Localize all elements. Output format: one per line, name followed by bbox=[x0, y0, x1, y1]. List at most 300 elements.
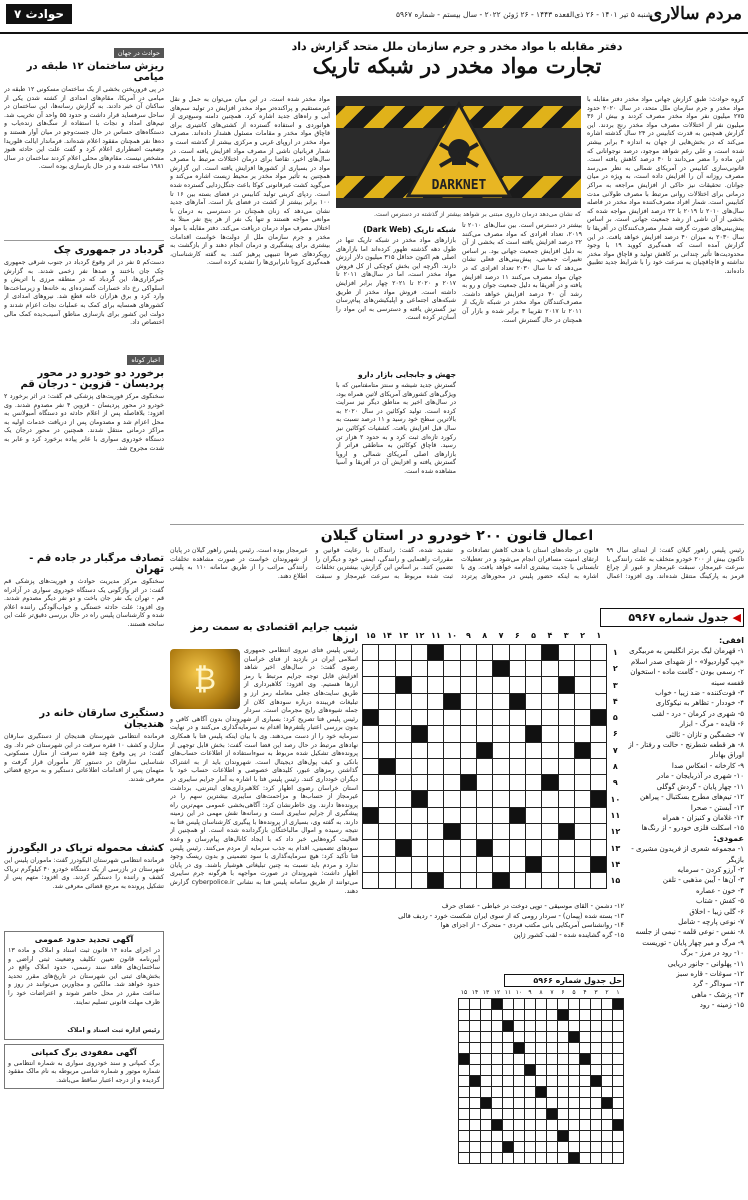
solution-cell bbox=[470, 998, 481, 1009]
solution-cell bbox=[503, 1097, 514, 1108]
grid-cell[interactable] bbox=[395, 872, 411, 888]
grid-cell[interactable] bbox=[542, 872, 558, 888]
grid-cell[interactable] bbox=[363, 758, 379, 774]
grid-cell[interactable] bbox=[558, 840, 574, 856]
grid-block-cell bbox=[493, 661, 509, 677]
grid-cell[interactable] bbox=[558, 644, 574, 660]
grid-cell[interactable] bbox=[542, 758, 558, 774]
grid-cell[interactable] bbox=[460, 726, 476, 742]
grid-cell[interactable] bbox=[428, 791, 444, 807]
grid-block-cell bbox=[493, 872, 509, 888]
grid-cell[interactable] bbox=[379, 693, 395, 709]
grid-block-cell bbox=[411, 791, 427, 807]
grid-cell[interactable] bbox=[395, 726, 411, 742]
grid-cell[interactable] bbox=[363, 644, 379, 660]
grid-row-number: ۴ bbox=[612, 696, 618, 706]
solution-cell bbox=[536, 1141, 547, 1152]
solution-cell bbox=[470, 1108, 481, 1119]
grid-cell[interactable] bbox=[363, 856, 379, 872]
grid-cell[interactable] bbox=[477, 791, 493, 807]
grid-cell[interactable] bbox=[460, 872, 476, 888]
masthead bbox=[0, 0, 748, 34]
grid-cell[interactable] bbox=[460, 840, 476, 856]
grid-cell[interactable] bbox=[395, 661, 411, 677]
grid-cell[interactable] bbox=[558, 872, 574, 888]
grid-cell[interactable] bbox=[477, 644, 493, 660]
grid-block-cell bbox=[395, 677, 411, 693]
crypto-story-title: شیب جرایم اقتصادی به سمت رمز ارزها bbox=[190, 622, 358, 644]
across-clue: ۱- قهرمان لیگ برتر انگلیس به مربیگری «پپ گواردیولا» - از شهدای صدر اسلام bbox=[629, 647, 744, 666]
grid-cell[interactable] bbox=[558, 775, 574, 791]
grid-cell[interactable] bbox=[558, 742, 574, 758]
grid-cell[interactable] bbox=[493, 758, 509, 774]
grid-cell[interactable] bbox=[591, 661, 607, 677]
solution-col-number: ۹ bbox=[528, 988, 532, 996]
grid-block-cell bbox=[379, 758, 395, 774]
grid-cell[interactable] bbox=[411, 709, 427, 725]
grid-cell[interactable] bbox=[591, 840, 607, 856]
grid-cell[interactable] bbox=[444, 742, 460, 758]
grid-cell[interactable] bbox=[525, 693, 541, 709]
solution-cell bbox=[591, 1009, 602, 1020]
grid-cell[interactable] bbox=[460, 791, 476, 807]
grid-cell[interactable] bbox=[591, 742, 607, 758]
grid-cell[interactable] bbox=[493, 693, 509, 709]
grid-cell[interactable] bbox=[379, 872, 395, 888]
grid-cell[interactable] bbox=[379, 709, 395, 725]
notice-2-body: برگ کمپانی و سند خودروی سواری به شماره انتظامی و شماره موتور و شماره شاسی مربوطه به نام مالک مفقود گردیده و از درجه اعتبار ساقط می‌باشد. bbox=[8, 1059, 160, 1084]
solution-cell bbox=[481, 1053, 492, 1064]
solution-cell bbox=[591, 1064, 602, 1075]
grid-cell[interactable] bbox=[411, 775, 427, 791]
grid-cell[interactable] bbox=[493, 709, 509, 725]
grid-cell[interactable] bbox=[444, 709, 460, 725]
grid-cell[interactable] bbox=[477, 661, 493, 677]
grid-cell[interactable] bbox=[509, 872, 525, 888]
grid-cell[interactable] bbox=[509, 775, 525, 791]
grid-cell[interactable] bbox=[558, 758, 574, 774]
grid-cell[interactable] bbox=[525, 775, 541, 791]
grid-cell[interactable] bbox=[493, 644, 509, 660]
grid-cell[interactable] bbox=[444, 726, 460, 742]
grid-block-cell bbox=[444, 824, 460, 840]
grid-cell[interactable] bbox=[525, 758, 541, 774]
grid-cell[interactable] bbox=[558, 791, 574, 807]
solution-cell bbox=[481, 1119, 492, 1130]
grid-cell[interactable] bbox=[444, 758, 460, 774]
grid-cell[interactable] bbox=[542, 677, 558, 693]
grid-cell[interactable] bbox=[542, 742, 558, 758]
grid-cell[interactable] bbox=[509, 709, 525, 725]
grid-cell[interactable] bbox=[477, 775, 493, 791]
grid-cell[interactable] bbox=[493, 791, 509, 807]
grid-cell[interactable] bbox=[411, 661, 427, 677]
grid-cell[interactable] bbox=[477, 726, 493, 742]
grid-cell[interactable] bbox=[460, 824, 476, 840]
grid-cell[interactable] bbox=[363, 677, 379, 693]
grid-cell[interactable] bbox=[591, 644, 607, 660]
grid-cell[interactable] bbox=[558, 709, 574, 725]
grid-cell[interactable] bbox=[574, 856, 590, 872]
across-clue: ۲- رسمی بودن - گامت ماده - استخوان قفسه سینه bbox=[630, 668, 744, 687]
grid-cell[interactable] bbox=[411, 758, 427, 774]
solution-cell bbox=[459, 1097, 470, 1108]
grid-cell[interactable] bbox=[525, 742, 541, 758]
grid-cell[interactable] bbox=[493, 742, 509, 758]
grid-cell[interactable] bbox=[542, 840, 558, 856]
solution-col-number: ۱۲ bbox=[493, 988, 501, 996]
grid-cell[interactable] bbox=[558, 807, 574, 823]
solution-cell bbox=[481, 1064, 492, 1075]
main-story-col-right: گروه حوادث: طبق گزارش جهانی مواد مخدر دفتر مقابله با مواد مخدر و جرم سازمان ملل متحد، در سال ۲۰۲۰ حدود ۲۷۵ میلیون نفر مواد مخدر مصرف کردند و بیش از ۳۶ میلیون نفر از اختلالات مصرف مواد مخدر رنج بردند. این گزارش همچنین به قدرت کنابیس در ۲۴ سال گذشته اشاره می‌کند که در بخش‌هایی از جهان به اندازه ۴ برابر بیشتر شده است، و علی رغم شواهد موجود، درصد نوجوانانی که این ماده را مضر می‌دانند تا ۴۰ درصد کاهش یافته است. قانونی‌سازی کنابیس در آمریکای شمالی به نظر می‌رسد مصرف روزانه آن را افزایش داده است، به ویژه در میان جوانان. تحقیقات نیز حاکی از افزایش مراجعه به مراکز درمانی برای اختلالات روانی مرتبط با مصرف طولانی مدت کنابیس است. شمار افراد مصرف‌کننده مواد مخدر در فاصله سال‌های ۲۰۱۰ تا ۲۰۱۹ با ۲۲ درصد افزایش مواجه شده که بخشی از آن ناشی از رشد جمعیت جهانی است. بر اساس پیش‌بینی‌های صورت گرفته شمار مصرف‌کنندگان در آفریقا تا سال ۲۰۳۰ به میزان ۴۰ درصد افزایش خواهد یافت. در این گزارش آمده است که همه‌گیری کووید ۱۹ با وجود محدودیت‌ها تأثیر چندانی بر کاهش تولید و قاچاق مواد مخدر نداشته و قاچاقچیان به سرعت خود را با شرایط جدید تطبیق داده‌اند. bbox=[587, 96, 744, 275]
grid-cell[interactable] bbox=[574, 824, 590, 840]
grid-cell[interactable] bbox=[395, 742, 411, 758]
main-mid-text: بیشتر در دسترس است. بین سال‌های ۲۰۱۰ تا ۲۰۱۹، تعداد افرادی که مواد مصرف می‌کنند ۲۲ درصد افزایش یافته است که بخشی از آن به دلیل افزایش جمعیت جهانی بود. بر اساس تغییرات جمعیتی، پیش‌بینی‌های فعلی نشان می‌دهد که تا سال ۲۰۳۰ تعداد افرادی که در جهان مواد مصرف می‌کنند ۱۱ درصد افزایش یافته و در آفریقا به دلیل جمعیت جوان و رو به رشد آن ۴۰ درصد افزایش خواهد داشت. مصرف‌کنندگان مواد مخدر در شبکه تاریک از ۲۰۱۱ تا ۲۰۱۷ تقریبا ۳ برابر شده و بازار آن همچنان در حال گسترش است. bbox=[462, 222, 582, 324]
grid-block-cell bbox=[444, 693, 460, 709]
grid-cell[interactable] bbox=[444, 840, 460, 856]
solution-cell bbox=[470, 1086, 481, 1097]
grid-cell[interactable] bbox=[477, 807, 493, 823]
warning-sign-icon bbox=[404, 100, 514, 200]
grid-cell[interactable] bbox=[460, 709, 476, 725]
solution-cell bbox=[613, 1086, 624, 1097]
grid-cell[interactable] bbox=[444, 644, 460, 660]
across-clue: ۱۳- آبستن - صحرا bbox=[690, 803, 744, 812]
grid-cell[interactable] bbox=[428, 856, 444, 872]
grid-cell[interactable] bbox=[477, 758, 493, 774]
solution-cell bbox=[613, 998, 624, 1009]
grid-cell[interactable] bbox=[477, 856, 493, 872]
across-clue: ۱۴- غلامان و کنیزان - همراه bbox=[662, 813, 744, 822]
grid-cell[interactable] bbox=[591, 807, 607, 823]
grid-block-cell bbox=[363, 807, 379, 823]
grid-cell[interactable] bbox=[395, 758, 411, 774]
grid-block-cell bbox=[558, 677, 574, 693]
grid-cell[interactable] bbox=[574, 709, 590, 725]
solution-cell bbox=[602, 998, 613, 1009]
grid-cell[interactable] bbox=[509, 644, 525, 660]
grid-cell[interactable] bbox=[574, 661, 590, 677]
grid-cell[interactable] bbox=[460, 742, 476, 758]
grid-cell[interactable] bbox=[428, 758, 444, 774]
grid-cell[interactable] bbox=[460, 661, 476, 677]
grid-cell[interactable] bbox=[509, 742, 525, 758]
grid-cell[interactable] bbox=[444, 872, 460, 888]
grid-cell[interactable] bbox=[460, 807, 476, 823]
grid-cell[interactable] bbox=[525, 677, 541, 693]
story-miami-body: در پی فروریختن بخشی از یک ساختمان مسکونی ۱۲ طبقه در میامی در آمریکا، مقام‌های امدادی از کشته شدن یکی از ساکنان آن خبر دادند. به گزارش رسانه‌ها، این ساختمان در ساحل سرفساید قرار داشت و حدود ۵۵ واحد آن تخریب شد. تیم‌های امداد و نجات با استفاده از سگ‌های زنده‌یاب و دستگاه‌های حساس در حال جست‌وجو در میان آوار هستند و ده‌ها نفر همچنان مفقود اعلام شده‌اند. فرماندار ایالت فلوریدا وضعیت اضطراری اعلام کرد و گفت علت این حادثه هنوز مشخص نیست. مقام‌های محلی اعلام کردند ساختمان در سال ۱۹۸۱ ساخته شده و در حال بازسازی بوده است. bbox=[4, 86, 164, 171]
solution-cell bbox=[514, 1130, 525, 1141]
grid-cell[interactable] bbox=[411, 824, 427, 840]
grid-cell[interactable] bbox=[493, 677, 509, 693]
grid-cell[interactable] bbox=[574, 677, 590, 693]
grid-cell[interactable] bbox=[558, 726, 574, 742]
main-title: تجارت مواد مخدر در شبکه تاریک bbox=[312, 53, 602, 78]
solution-cell bbox=[503, 1108, 514, 1119]
grid-cell[interactable] bbox=[574, 807, 590, 823]
grid-cell[interactable] bbox=[591, 824, 607, 840]
grid-cell[interactable] bbox=[444, 661, 460, 677]
solution-cell bbox=[591, 1141, 602, 1152]
grid-cell[interactable] bbox=[363, 840, 379, 856]
solution-cell bbox=[470, 1075, 481, 1086]
grid-cell[interactable] bbox=[411, 872, 427, 888]
grid-cell[interactable] bbox=[395, 693, 411, 709]
grid-cell[interactable] bbox=[509, 840, 525, 856]
grid-cell[interactable] bbox=[444, 791, 460, 807]
grid-cell[interactable] bbox=[477, 693, 493, 709]
grid-cell[interactable] bbox=[542, 791, 558, 807]
solution-cell bbox=[525, 1031, 536, 1042]
solution-cell bbox=[492, 1152, 503, 1163]
grid-cell[interactable] bbox=[395, 644, 411, 660]
grid-cell[interactable] bbox=[591, 677, 607, 693]
grid-cell[interactable] bbox=[525, 872, 541, 888]
grid-cell[interactable] bbox=[428, 775, 444, 791]
grid-cell[interactable] bbox=[428, 807, 444, 823]
grid-cell[interactable] bbox=[558, 693, 574, 709]
grid-row-number: ۱۰ bbox=[610, 794, 621, 804]
grid-cell[interactable] bbox=[460, 693, 476, 709]
grid-cell[interactable] bbox=[428, 693, 444, 709]
grid-cell[interactable] bbox=[493, 824, 509, 840]
grid-cell[interactable] bbox=[444, 807, 460, 823]
solution-cell bbox=[536, 1053, 547, 1064]
grid-cell[interactable] bbox=[428, 661, 444, 677]
solution-cell bbox=[536, 1031, 547, 1042]
grid-cell[interactable] bbox=[509, 824, 525, 840]
grid-cell[interactable] bbox=[363, 791, 379, 807]
grid-cell[interactable] bbox=[460, 856, 476, 872]
grid-cell[interactable] bbox=[574, 840, 590, 856]
grid-cell[interactable] bbox=[444, 856, 460, 872]
grid-cell[interactable] bbox=[509, 856, 525, 872]
grid-cell[interactable] bbox=[379, 644, 395, 660]
grid-cell[interactable] bbox=[363, 775, 379, 791]
solution-cell bbox=[470, 1031, 481, 1042]
grid-cell[interactable] bbox=[542, 726, 558, 742]
grid-cell[interactable] bbox=[411, 742, 427, 758]
grid-cell[interactable] bbox=[525, 824, 541, 840]
solution-cell bbox=[558, 1042, 569, 1053]
solution-cell bbox=[591, 1042, 602, 1053]
solution-col-number: ۱ bbox=[616, 988, 620, 996]
solution-cell bbox=[514, 1141, 525, 1152]
solution-cell bbox=[591, 1152, 602, 1163]
solution-cell bbox=[613, 1064, 624, 1075]
solution-cell bbox=[569, 1108, 580, 1119]
grid-col-number: ۱۵ bbox=[365, 631, 376, 641]
grid-cell[interactable] bbox=[574, 791, 590, 807]
solution-cell bbox=[558, 1130, 569, 1141]
grid-cell[interactable] bbox=[428, 840, 444, 856]
grid-cell[interactable] bbox=[509, 758, 525, 774]
law-story-body: رئیس پلیس راهور گیلان گفت: از ابتدای سال ۹۹ تاکنون بیش از ۲۰۰ خودرو متخلف به علت رانندگی با سرعت غیرمجاز، سبقت غیرمجاز و عبور از چراغ قرمز به پارکینگ منتقل شده‌اند. وی افزود: اعمال قانون در جاده‌های استان با هدف کاهش تصادفات و ارتقای امنیت مسافران انجام می‌شود و در تعطیلات تابستانی با جدیت بیشتری ادامه خواهد یافت. وی با اشاره به اینکه حضور پلیس در محورهای پرتردد تشدید شده، گفت: رانندگان با رعایت قوانین و مقررات راهنمایی و رانندگی، ایمنی خود و دیگران را تضمین کنند. بر اساس این گزارش، بیشترین تخلفات ثبت شده مربوط به سرعت غیرمجاز و سبقت غیرمجاز بوده است. رئیس پلیس راهور گیلان در پایان از شهروندان خواست در صورت مشاهده تخلفات رانندگی مراتب را از طریق سامانه ۱۱۰ به پلیس اطلاع دهند. bbox=[170, 547, 744, 580]
grid-cell[interactable] bbox=[444, 677, 460, 693]
grid-cell[interactable] bbox=[477, 824, 493, 840]
solution-cell bbox=[514, 1009, 525, 1020]
grid-cell[interactable] bbox=[460, 644, 476, 660]
solution-cell bbox=[613, 1119, 624, 1130]
solution-cell bbox=[602, 1075, 613, 1086]
grid-cell[interactable] bbox=[428, 742, 444, 758]
grid-cell[interactable] bbox=[509, 661, 525, 677]
grid-cell[interactable] bbox=[591, 872, 607, 888]
grid-cell[interactable] bbox=[591, 758, 607, 774]
grid-cell[interactable] bbox=[363, 742, 379, 758]
grid-cell[interactable] bbox=[363, 661, 379, 677]
solution-cell bbox=[492, 1031, 503, 1042]
solution-cell bbox=[470, 1053, 481, 1064]
solution-cell bbox=[580, 1141, 591, 1152]
grid-cell[interactable] bbox=[411, 840, 427, 856]
grid-cell[interactable] bbox=[428, 709, 444, 725]
grid-cell[interactable] bbox=[525, 791, 541, 807]
grid-cell[interactable] bbox=[509, 677, 525, 693]
grid-cell[interactable] bbox=[428, 726, 444, 742]
grid-cell[interactable] bbox=[363, 872, 379, 888]
solution-cell bbox=[602, 1108, 613, 1119]
grid-cell[interactable] bbox=[525, 840, 541, 856]
solution-cell bbox=[569, 1020, 580, 1031]
grid-cell[interactable] bbox=[574, 726, 590, 742]
across-clue: ۱۲- تیم‌های مطرح بسکتبال - پیراهن bbox=[640, 793, 744, 802]
solution-cell bbox=[558, 1009, 569, 1020]
grid-cell[interactable] bbox=[542, 856, 558, 872]
grid-cell[interactable] bbox=[591, 726, 607, 742]
grid-cell[interactable] bbox=[525, 807, 541, 823]
across-clues bbox=[625, 636, 744, 1198]
grid-cell[interactable] bbox=[574, 758, 590, 774]
grid-cell[interactable] bbox=[363, 824, 379, 840]
grid-cell[interactable] bbox=[379, 840, 395, 856]
grid-cell[interactable] bbox=[395, 791, 411, 807]
solution-cell bbox=[470, 1152, 481, 1163]
solution-cell bbox=[569, 1053, 580, 1064]
grid-cell[interactable] bbox=[558, 661, 574, 677]
solution-cell bbox=[536, 1097, 547, 1108]
grid-cell[interactable] bbox=[591, 775, 607, 791]
solution-col-number: ۲ bbox=[605, 988, 609, 996]
grid-cell[interactable] bbox=[460, 677, 476, 693]
grid-cell[interactable] bbox=[493, 775, 509, 791]
grid-cell[interactable] bbox=[509, 791, 525, 807]
grid-cell[interactable] bbox=[542, 807, 558, 823]
story-hendijan-title: دستگیری سارقان خانه در هندیجان bbox=[39, 708, 164, 730]
grid-row-number: ۱۴ bbox=[610, 859, 621, 869]
grid-cell[interactable] bbox=[525, 709, 541, 725]
grid-cell[interactable] bbox=[525, 644, 541, 660]
grid-cell[interactable] bbox=[428, 824, 444, 840]
darkweb-text: بازارهای مواد مخدر در شبکه تاریک تنها در طول دهه گذشته ظهور کرده‌اند اما بازارهای اصلی هم اکنون حداقل ۳۱۵ میلیون دلار ارزش دارند. اگرچه این بخش کوچکی از کل فروش مواد مخدر است، اما در سال‌های ۲۰۱۱ تا ۲۰۱۷ و ۲۰۲۰ تا ۲۰۲۱ چهار برابر افزایش داشته است. فروش مواد مخدر از طریق شبکه‌های اجتماعی و اپلیکیشن‌های پیام‌رسان نیز گسترش یافته و دسترسی به این مواد را آسان‌تر کرده است. bbox=[336, 237, 456, 322]
grid-cell[interactable] bbox=[509, 726, 525, 742]
grid-cell[interactable] bbox=[525, 661, 541, 677]
solution-cell bbox=[459, 1064, 470, 1075]
grid-cell[interactable] bbox=[411, 693, 427, 709]
grid-cell[interactable] bbox=[379, 791, 395, 807]
grid-cell[interactable] bbox=[363, 726, 379, 742]
solution-cell bbox=[492, 1009, 503, 1020]
grid-cell[interactable] bbox=[379, 856, 395, 872]
grid-cell[interactable] bbox=[493, 840, 509, 856]
grid-cell[interactable] bbox=[411, 856, 427, 872]
solution-cell bbox=[514, 1042, 525, 1053]
grid-cell[interactable] bbox=[477, 677, 493, 693]
grid-cell[interactable] bbox=[363, 693, 379, 709]
grid-cell[interactable] bbox=[574, 693, 590, 709]
solution-cell bbox=[602, 1097, 613, 1108]
grid-cell[interactable] bbox=[379, 661, 395, 677]
grid-cell[interactable] bbox=[542, 709, 558, 725]
grid-block-cell bbox=[574, 742, 590, 758]
grid-cell[interactable] bbox=[477, 872, 493, 888]
grid-cell[interactable] bbox=[477, 709, 493, 725]
solution-cell bbox=[470, 1119, 481, 1130]
bitcoin-icon bbox=[170, 649, 240, 709]
grid-cell[interactable] bbox=[395, 824, 411, 840]
grid-cell[interactable] bbox=[379, 807, 395, 823]
solution-cell bbox=[481, 1031, 492, 1042]
solution-cell bbox=[547, 1086, 558, 1097]
grid-cell[interactable] bbox=[411, 807, 427, 823]
grid-cell[interactable] bbox=[395, 807, 411, 823]
solution-cell bbox=[525, 1086, 536, 1097]
notice-box-1 bbox=[4, 931, 164, 1040]
grid-cell[interactable] bbox=[574, 775, 590, 791]
grid-cell[interactable] bbox=[574, 872, 590, 888]
grid-cell[interactable] bbox=[428, 677, 444, 693]
grid-cell[interactable] bbox=[379, 824, 395, 840]
solution-cell bbox=[503, 1141, 514, 1152]
grid-block-cell bbox=[558, 824, 574, 840]
grid-cell[interactable] bbox=[493, 807, 509, 823]
solution-cell bbox=[558, 1053, 569, 1064]
grid-cell[interactable] bbox=[411, 644, 427, 660]
grid-cell[interactable] bbox=[379, 677, 395, 693]
grid-block-cell bbox=[411, 726, 427, 742]
grid-cell[interactable] bbox=[395, 709, 411, 725]
solution-cell bbox=[459, 1009, 470, 1020]
grid-cell[interactable] bbox=[542, 824, 558, 840]
grid-cell[interactable] bbox=[460, 758, 476, 774]
solution-cell bbox=[514, 1108, 525, 1119]
grid-cell[interactable] bbox=[542, 661, 558, 677]
grid-cell[interactable] bbox=[379, 726, 395, 742]
grid-cell[interactable] bbox=[395, 775, 411, 791]
grid-cell[interactable] bbox=[395, 856, 411, 872]
grid-row-number: ۵ bbox=[612, 713, 618, 723]
solution-cell bbox=[580, 1064, 591, 1075]
grid-cell[interactable] bbox=[542, 693, 558, 709]
grid-cell[interactable] bbox=[493, 726, 509, 742]
grid-cell[interactable] bbox=[379, 775, 395, 791]
solution-col-number: ۴ bbox=[583, 988, 587, 996]
solution-cell bbox=[558, 1086, 569, 1097]
grid-cell[interactable] bbox=[591, 693, 607, 709]
grid-cell[interactable] bbox=[411, 677, 427, 693]
grid-cell[interactable] bbox=[493, 856, 509, 872]
grid-cell[interactable] bbox=[558, 856, 574, 872]
grid-row-number: ۶ bbox=[612, 729, 618, 739]
grid-cell[interactable] bbox=[444, 775, 460, 791]
grid-cell[interactable] bbox=[574, 644, 590, 660]
solution-cell bbox=[492, 1053, 503, 1064]
solution-cell bbox=[525, 1064, 536, 1075]
grid-cell[interactable] bbox=[379, 742, 395, 758]
crossword-grid bbox=[362, 628, 623, 889]
grid-row-number: ۳ bbox=[612, 680, 618, 690]
solution-cell bbox=[514, 1152, 525, 1163]
